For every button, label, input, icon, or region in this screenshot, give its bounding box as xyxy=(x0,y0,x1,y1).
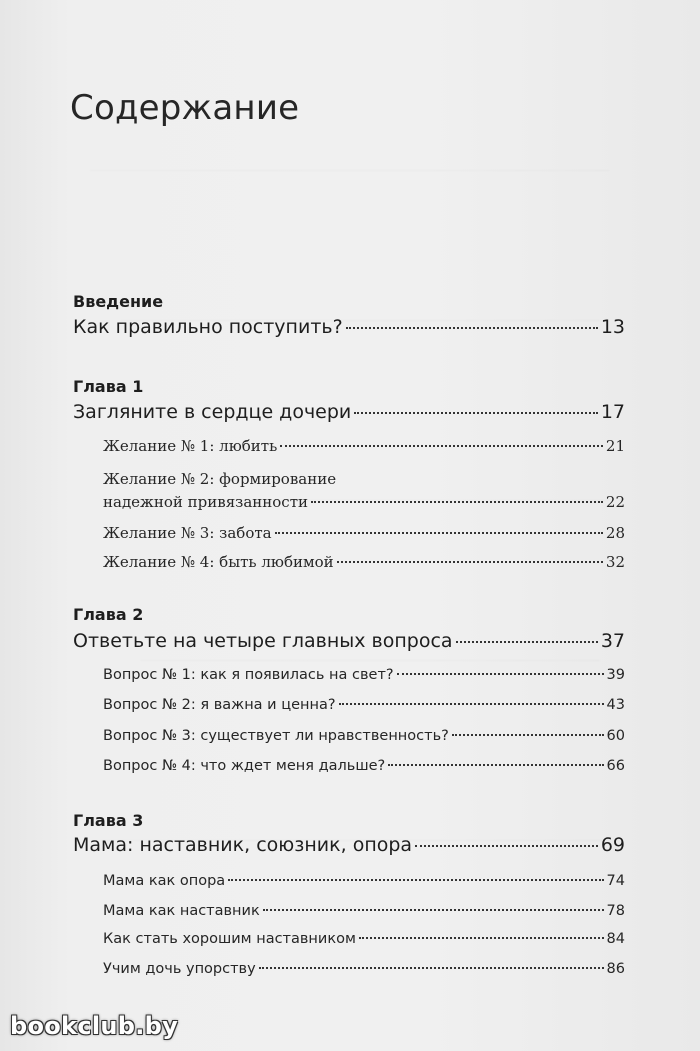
entry-page-number: 43 xyxy=(606,697,625,713)
toc-entry-sub[interactable] xyxy=(103,667,625,683)
dot-leader xyxy=(337,561,603,563)
entry-title: Желание № 1: любить xyxy=(103,437,278,455)
section-heading-chapter-1: Глава 1 xyxy=(73,377,144,396)
entry-title: Учим дочь упорству xyxy=(103,961,256,977)
entry-page-number: 86 xyxy=(606,961,625,977)
toc-entry-sub[interactable] xyxy=(103,470,625,511)
entry-page-number: 17 xyxy=(600,401,625,423)
dot-leader xyxy=(415,845,598,847)
toc-entry-sub[interactable] xyxy=(103,728,625,744)
section-heading-intro: Введение xyxy=(73,292,164,311)
entry-page-number: 78 xyxy=(606,903,625,919)
entry-title-line-1: Желание № 2: формирование xyxy=(103,470,337,488)
entry-title: Загляните в сердце дочери xyxy=(73,401,352,423)
dot-leader xyxy=(311,501,603,503)
toc-entry-sub[interactable] xyxy=(103,931,625,947)
section-heading-chapter-2: Глава 2 xyxy=(73,605,144,624)
dot-leader xyxy=(259,967,604,969)
entry-title: Желание № 3: забота xyxy=(103,524,272,542)
entry-title: Как стать хорошим наставником xyxy=(103,931,356,947)
entry-title: Как правильно поступить? xyxy=(73,316,343,338)
toc-entry-sub[interactable] xyxy=(103,961,625,977)
section-heading-chapter-3: Глава 3 xyxy=(73,811,144,830)
entry-title: Мама как опора xyxy=(103,873,226,889)
site-watermark: bookclub.by xyxy=(10,1012,179,1040)
entry-page-number: 32 xyxy=(605,553,625,571)
entry-page-number: 74 xyxy=(606,873,625,889)
entry-page-number: 69 xyxy=(600,834,625,856)
entry-page-number: 13 xyxy=(600,316,625,338)
entry-title: Вопрос № 3: существует ли нравственность? xyxy=(103,728,449,744)
entry-title: Ответьте на четыре главных вопроса xyxy=(73,630,453,652)
dot-leader xyxy=(354,412,598,414)
entry-title: Мама: наставник, союзник, опора xyxy=(73,834,413,856)
toc-entry-main[interactable] xyxy=(73,316,625,338)
dot-leader xyxy=(397,673,604,675)
entry-page-number: 22 xyxy=(605,493,625,511)
entry-title: Вопрос № 4: что ждет меня дальше? xyxy=(103,758,386,774)
toc-entry-main[interactable] xyxy=(73,630,625,652)
entry-title: Вопрос № 1: как я появилась на свет? xyxy=(103,667,394,683)
entry-page-number: 37 xyxy=(600,630,625,652)
entry-title-line-2: надежной привязанности xyxy=(103,493,308,511)
entry-page-number: 84 xyxy=(606,931,625,947)
entry-title: Желание № 4: быть любимой xyxy=(103,553,334,571)
dot-leader xyxy=(275,532,603,534)
entry-title: Вопрос № 2: я важна и ценна? xyxy=(103,697,336,713)
toc-entry-sub[interactable] xyxy=(103,873,625,889)
entry-page-number: 39 xyxy=(606,667,625,683)
toc-entry-main[interactable] xyxy=(73,401,625,423)
toc-entry-sub[interactable] xyxy=(103,758,625,774)
entry-page-number: 66 xyxy=(606,758,625,774)
dot-leader xyxy=(263,909,604,911)
dot-leader xyxy=(280,445,603,447)
page-title: Содержание xyxy=(70,88,300,128)
dot-leader xyxy=(359,937,604,939)
entry-page-number: 28 xyxy=(605,524,625,542)
toc-entry-sub[interactable] xyxy=(103,697,625,713)
toc-entry-sub[interactable] xyxy=(103,437,625,455)
toc-entry-main[interactable] xyxy=(73,834,625,856)
entry-page-number: 21 xyxy=(605,437,625,455)
toc-entry-sub[interactable] xyxy=(103,524,625,542)
dot-leader xyxy=(388,764,603,766)
toc-entry-sub[interactable] xyxy=(103,553,625,571)
entry-page-number: 60 xyxy=(606,728,625,744)
dot-leader xyxy=(339,703,604,705)
dot-leader xyxy=(456,641,598,643)
dot-leader xyxy=(346,327,598,329)
dot-leader xyxy=(228,879,603,881)
dot-leader xyxy=(452,734,604,736)
toc-entry-sub[interactable] xyxy=(103,903,625,919)
entry-title: Мама как наставник xyxy=(103,903,260,919)
